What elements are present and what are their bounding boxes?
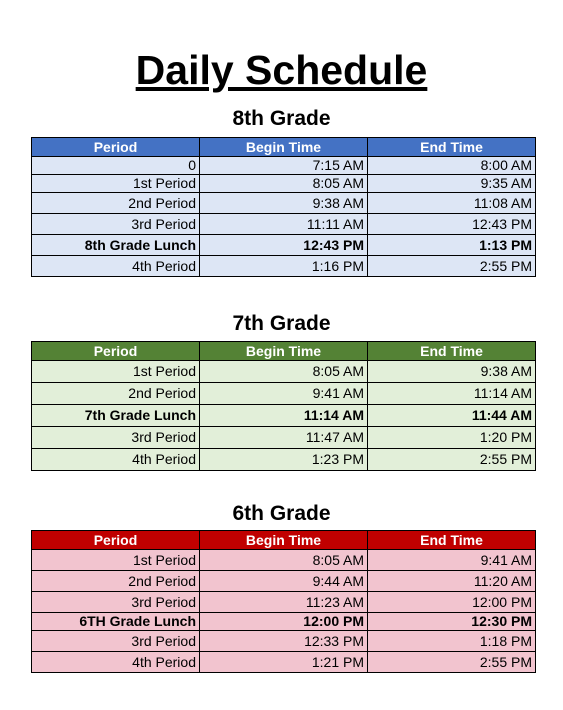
table-row [32, 383, 536, 405]
begin-time-cell: 9:44 AM [200, 571, 368, 592]
table-row [32, 571, 536, 592]
end-time-cell: 11:14 AM [368, 383, 536, 405]
end-time-cell: 8:00 AM [368, 157, 536, 175]
end-time-cell: 12:43 PM [368, 214, 536, 235]
lunch-row [32, 235, 536, 256]
column-header-period: Period [32, 342, 200, 361]
end-time-cell: 12:00 PM [368, 592, 536, 613]
period-cell: 8th Grade Lunch [32, 235, 200, 256]
begin-time-cell: 9:38 AM [200, 193, 368, 214]
column-header-begin-time: Begin Time [200, 138, 368, 157]
end-time-cell: 11:20 AM [368, 571, 536, 592]
table-row [32, 427, 536, 449]
end-time-cell: 2:55 PM [368, 256, 536, 277]
begin-time-cell: 1:16 PM [200, 256, 368, 277]
begin-time-cell: 12:43 PM [200, 235, 368, 256]
end-time-cell: 9:35 AM [368, 175, 536, 193]
period-cell: 2nd Period [32, 193, 200, 214]
table-row [32, 256, 536, 277]
begin-time-cell: 12:33 PM [200, 631, 368, 652]
period-cell: 3rd Period [32, 427, 200, 449]
begin-time-cell: 8:05 AM [200, 361, 368, 383]
schedule-table-6th [31, 530, 536, 673]
period-cell: 1st Period [32, 175, 200, 193]
column-header-begin-time: Begin Time [200, 342, 368, 361]
end-time-cell: 2:55 PM [368, 449, 536, 471]
begin-time-cell: 1:21 PM [200, 652, 368, 673]
begin-time-cell: 8:05 AM [200, 175, 368, 193]
column-header-begin-time: Begin Time [200, 531, 368, 550]
end-time-cell: 9:38 AM [368, 361, 536, 383]
lunch-row [32, 613, 536, 631]
page-title: Daily Schedule [135, 47, 428, 93]
period-cell: 0 [32, 157, 200, 175]
lunch-row [32, 405, 536, 427]
table-row [32, 361, 536, 383]
column-header-end-time: End Time [368, 531, 536, 550]
schedule-table-8th [31, 137, 536, 277]
begin-time-cell: 11:11 AM [200, 214, 368, 235]
table-row [32, 157, 536, 175]
end-time-cell: 11:08 AM [368, 193, 536, 214]
begin-time-cell: 9:41 AM [200, 383, 368, 405]
column-header-period: Period [32, 138, 200, 157]
end-time-cell: 1:13 PM [368, 235, 536, 256]
end-time-cell: 2:55 PM [368, 652, 536, 673]
table-row [32, 214, 536, 235]
grade-title-6th: 6th Grade [232, 502, 331, 525]
period-cell: 7th Grade Lunch [32, 405, 200, 427]
table-row [32, 175, 536, 193]
begin-time-cell: 12:00 PM [200, 613, 368, 631]
begin-time-cell: 1:23 PM [200, 449, 368, 471]
begin-time-cell: 7:15 AM [200, 157, 368, 175]
table-row [32, 550, 536, 571]
period-cell: 4th Period [32, 652, 200, 673]
period-cell: 1st Period [32, 550, 200, 571]
end-time-cell: 1:18 PM [368, 631, 536, 652]
period-cell: 1st Period [32, 361, 200, 383]
table-row [32, 631, 536, 652]
period-cell: 3rd Period [32, 592, 200, 613]
period-cell: 3rd Period [32, 214, 200, 235]
table-row [32, 449, 536, 471]
period-cell: 3rd Period [32, 631, 200, 652]
table-header-row [32, 342, 536, 361]
begin-time-cell: 11:14 AM [200, 405, 368, 427]
period-cell: 6TH Grade Lunch [32, 613, 200, 631]
end-time-cell: 9:41 AM [368, 550, 536, 571]
period-cell: 2nd Period [32, 571, 200, 592]
grade-title-8th: 8th Grade [232, 107, 331, 130]
period-cell: 4th Period [32, 256, 200, 277]
end-time-cell: 1:20 PM [368, 427, 536, 449]
period-cell: 4th Period [32, 449, 200, 471]
period-cell: 2nd Period [32, 383, 200, 405]
grade-title-7th: 7th Grade [232, 312, 331, 335]
table-header-row [32, 138, 536, 157]
end-time-cell: 12:30 PM [368, 613, 536, 631]
table-row [32, 652, 536, 673]
table-row [32, 592, 536, 613]
begin-time-cell: 11:47 AM [200, 427, 368, 449]
table-header-row [32, 531, 536, 550]
column-header-period: Period [32, 531, 200, 550]
schedule-table-7th [31, 341, 536, 471]
end-time-cell: 11:44 AM [368, 405, 536, 427]
begin-time-cell: 8:05 AM [200, 550, 368, 571]
column-header-end-time: End Time [368, 138, 536, 157]
table-row [32, 193, 536, 214]
column-header-end-time: End Time [368, 342, 536, 361]
begin-time-cell: 11:23 AM [200, 592, 368, 613]
